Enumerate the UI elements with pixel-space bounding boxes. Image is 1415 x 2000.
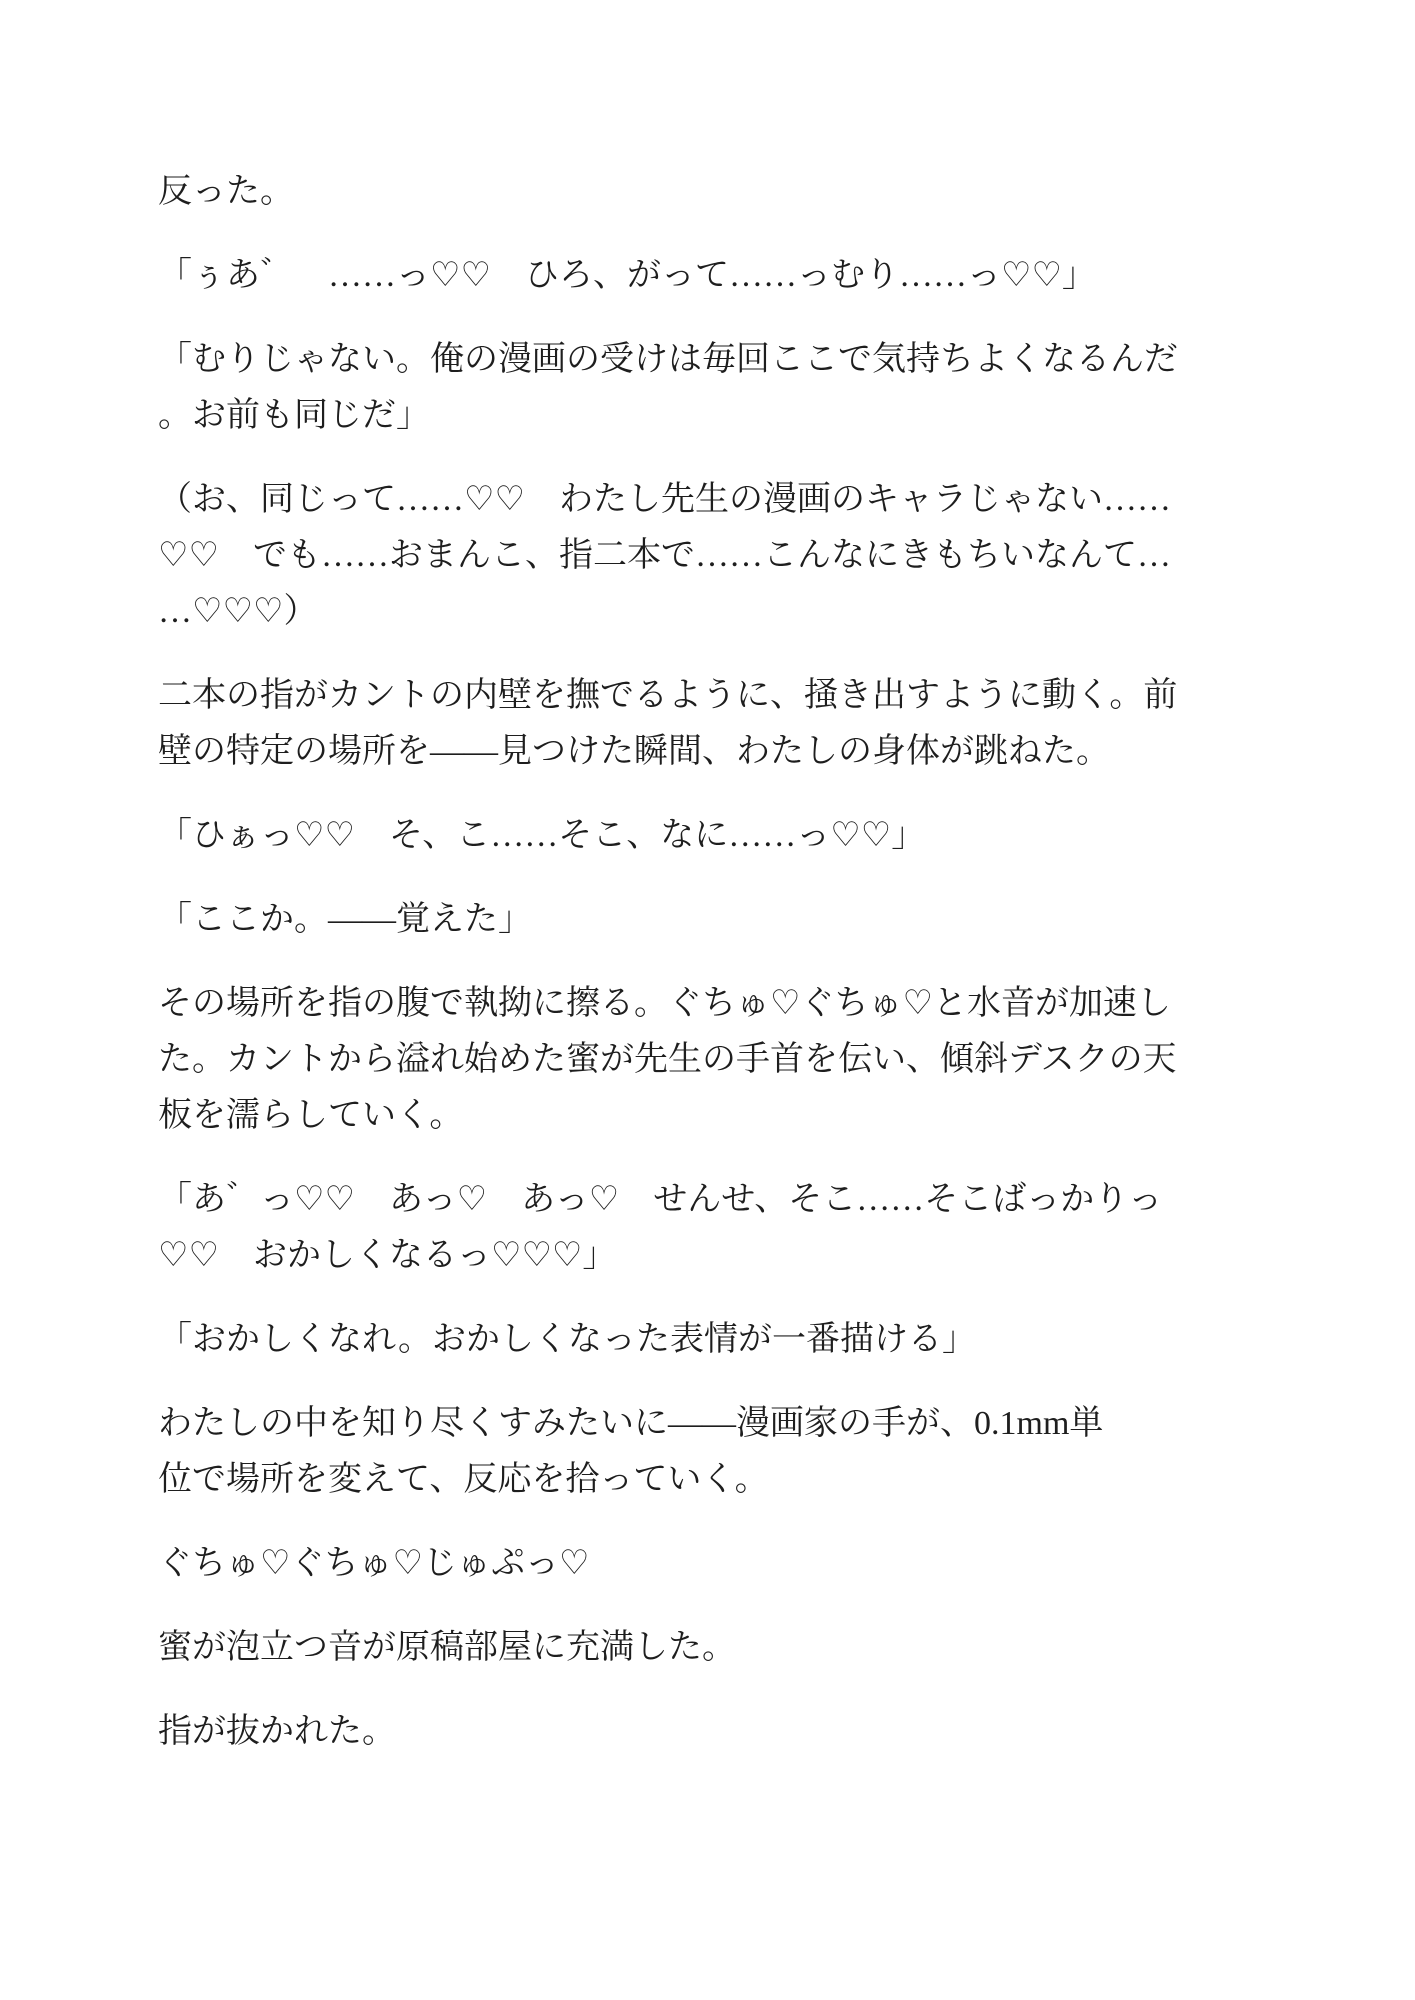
paragraph xyxy=(158,1704,1248,1760)
paragraph xyxy=(158,668,1248,780)
text-line: ぐちゅ♡ぐちゅ♡じゅぷっ♡ xyxy=(158,1545,590,1582)
document-page xyxy=(158,164,1248,1788)
text-line: ♡♡ でも……おまんこ、指二本で……こんなにきもちいなんて… xyxy=(158,537,1171,574)
paragraph xyxy=(158,248,1248,304)
text-line: 板を濡らしていく。 xyxy=(158,1097,464,1134)
text-line: 位で場所を変えて、反応を拾っていく。 xyxy=(158,1461,769,1498)
text-line: 「おかしくなれ。おかしくなった表情が一番描ける」 xyxy=(158,1321,977,1358)
paragraph xyxy=(158,1396,1248,1508)
text-line: 「あ゛っ♡♡ あっ♡ あっ♡ せんせ、そこ……そこばっかりっ xyxy=(158,1181,1163,1218)
text-line: 。お前も同じだ」 xyxy=(158,397,430,434)
paragraph xyxy=(158,1536,1248,1592)
text-line: その場所を指の腹で執拗に擦る。ぐちゅ♡ぐちゅ♡と水音が加速し xyxy=(158,985,1171,1022)
paragraph xyxy=(158,1620,1248,1676)
text-line: 蜜が泡立つ音が原稿部屋に充満した。 xyxy=(158,1629,736,1666)
text-line: ♡♡ おかしくなるっ♡♡♡」 xyxy=(158,1237,617,1274)
text-line: （お、同じって……♡♡ わたし先生の漫画のキャラじゃない…… xyxy=(158,481,1171,518)
paragraph xyxy=(158,976,1248,1144)
text-line: …♡♡♡） xyxy=(158,593,318,630)
text-line: 「ぅあ゛ ……っ♡♡ ひろ、がって……っむり……っ♡♡」 xyxy=(158,257,1096,294)
text-line: 反った。 xyxy=(158,173,294,210)
text-line: 指が抜かれた。 xyxy=(158,1713,396,1750)
paragraph xyxy=(158,892,1248,948)
text-line: 「むりじゃない。俺の漫画の受けは毎回ここで気持ちよくなるんだ xyxy=(158,341,1178,378)
paragraph xyxy=(158,164,1248,220)
text-line: 壁の特定の場所を——見つけた瞬間、わたしの身体が跳ねた。 xyxy=(158,733,1110,770)
paragraph xyxy=(158,332,1248,444)
text-line: 「ここか。——覚えた」 xyxy=(158,901,532,938)
text-line: た。カントから溢れ始めた蜜が先生の手首を伝い、傾斜デスクの天 xyxy=(158,1041,1177,1078)
text-line: 「ひぁっ♡♡ そ、こ……そこ、なに……っ♡♡」 xyxy=(158,817,926,854)
paragraph xyxy=(158,1312,1248,1368)
paragraph xyxy=(158,472,1248,640)
text-line: 二本の指がカントの内壁を撫でるように、掻き出すように動く。前 xyxy=(158,677,1178,714)
paragraph xyxy=(158,808,1248,864)
paragraph xyxy=(158,1172,1248,1284)
text-line: わたしの中を知り尽くすみたいに——漫画家の手が、0.1mm単 xyxy=(158,1405,1104,1442)
